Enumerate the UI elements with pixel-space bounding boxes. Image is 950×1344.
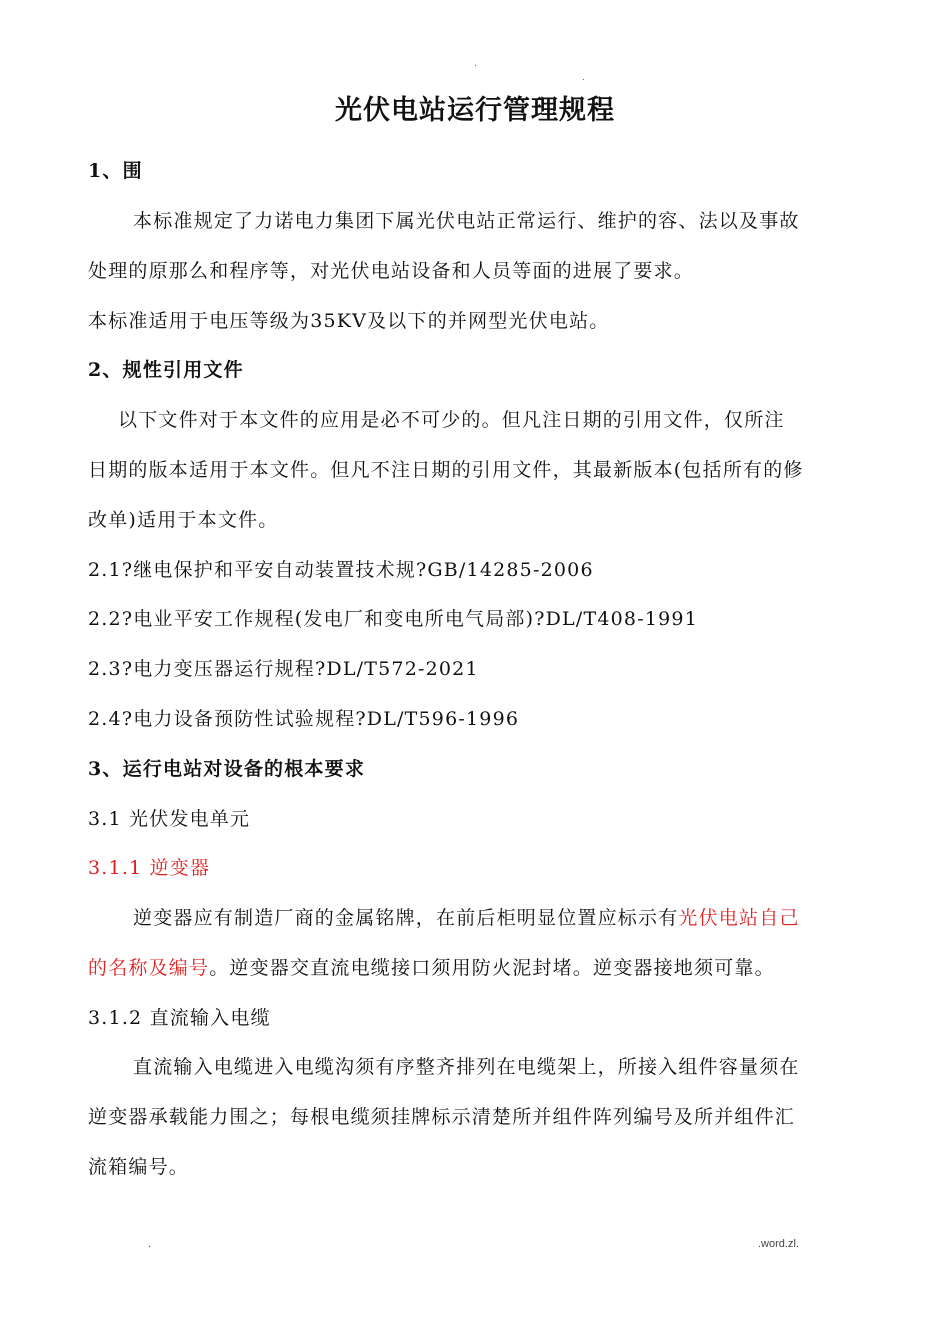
paragraph-line: 日期的版本适用于本文件。但凡不注日期的引用文件，其最新版本(包括所有的修 bbox=[88, 459, 804, 481]
paragraph-line: 以下文件对于本文件的应用是必不可少的。但凡注日期的引用文件，仅所注 bbox=[118, 409, 785, 431]
reference-item: 2.4?电力设备预防性试验规程?DL/T596-1996 bbox=[88, 708, 520, 730]
paragraph-line: 本标准适用于电压等级为35KV及以下的并网型光伏电站。 bbox=[88, 310, 610, 332]
highlighted-text: 光伏电站自己 bbox=[678, 907, 800, 929]
paragraph-line bbox=[133, 903, 800, 930]
paragraph-line: 逆变器承载能力围之；每根电缆须挂牌标示清楚所并组件阵列编号及所并组件汇 bbox=[88, 1106, 796, 1128]
paragraph-line: 改单)适用于本文件。 bbox=[88, 509, 279, 531]
paragraph-line: 本标准规定了力诺电力集团下属光伏电站正常运行、维护的容、法以及事故 bbox=[133, 210, 800, 232]
document-title: 光伏电站运行管理规程 bbox=[335, 95, 615, 126]
footer-left: . bbox=[148, 1238, 152, 1250]
highlighted-text: 的名称及编号 bbox=[88, 957, 210, 979]
reference-item: 2.2?电业平安工作规程(发电厂和变电所电气局部)?DL/T408-1991 bbox=[88, 608, 698, 630]
reference-item: 2.1?继电保护和平安自动装置技术规?GB/14285-2006 bbox=[88, 559, 594, 581]
paragraph-text: 逆变器应有制造厂商的金属铭牌，在前后柜明显位置应标示有 bbox=[133, 907, 679, 929]
paragraph-text: 。逆变器交直流电缆接口须用防火泥封堵。逆变器接地须可靠。 bbox=[209, 957, 775, 979]
subsection-heading: 3.1 光伏发电单元 bbox=[88, 808, 251, 830]
section-3-heading: 3、运行电站对设备的根本要求 bbox=[88, 758, 366, 780]
paragraph-line: 流箱编号。 bbox=[88, 1156, 190, 1178]
subsection-heading-red: 3.1.1 逆变器 bbox=[88, 857, 211, 879]
subsection-heading: 3.1.2 直流输入电缆 bbox=[88, 1007, 271, 1029]
paragraph-line: 直流输入电缆进入电缆沟须有序整齐排列在电缆架上，所接入组件容量须在 bbox=[133, 1056, 800, 1078]
section-1-heading: 1、围 bbox=[88, 160, 143, 182]
footer-right: .word.zl. bbox=[758, 1238, 799, 1250]
header-dot: . bbox=[474, 58, 477, 69]
header-dot: . bbox=[582, 72, 585, 83]
section-2-heading: 2、规性引用文件 bbox=[88, 359, 244, 381]
paragraph-line: 处理的原那么和程序等，对光伏电站设备和人员等面的进展了要求。 bbox=[88, 260, 695, 282]
paragraph-line bbox=[88, 953, 775, 980]
reference-item: 2.3?电力变压器运行规程?DL/T572-2021 bbox=[88, 658, 479, 680]
